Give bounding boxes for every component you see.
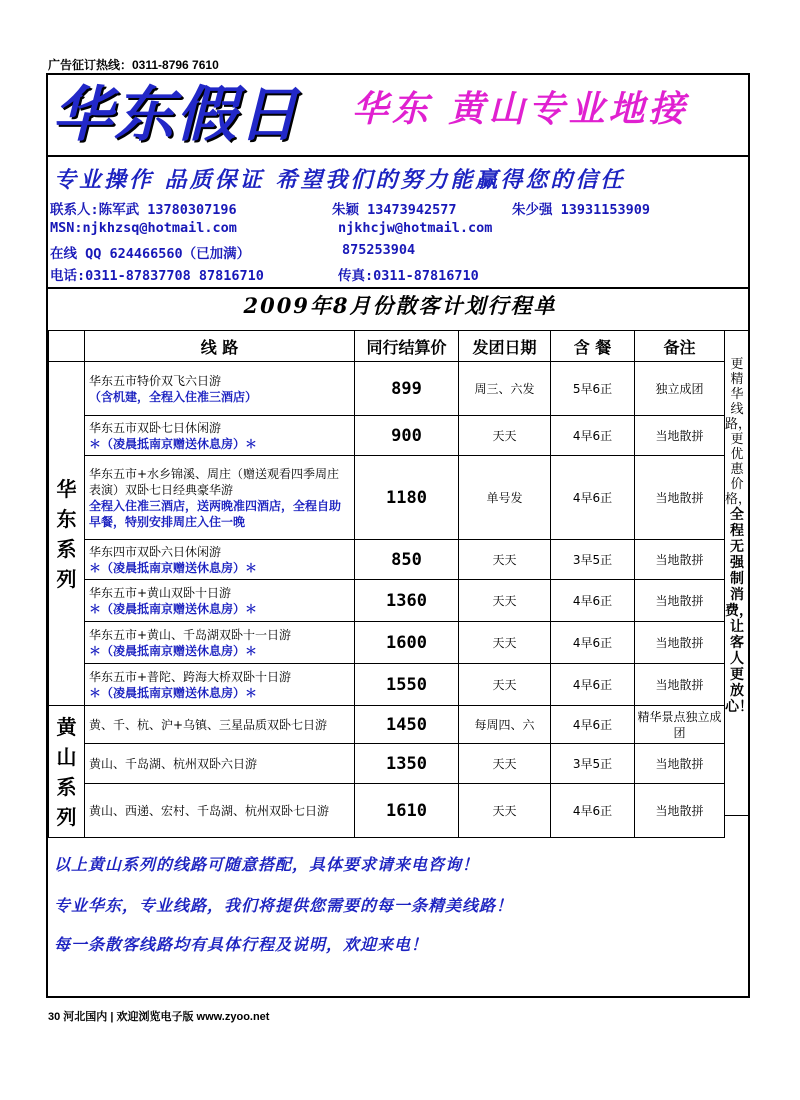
- route-date: 天天: [459, 416, 551, 456]
- route-name: 华东四市双卧六日休闲游: [89, 544, 222, 559]
- ad-hotline: 广告征订热线：0311-8796 7610: [48, 58, 219, 72]
- brand-slogan: 华东 黄山专业地接: [352, 88, 689, 130]
- route-meal: 4早6正: [551, 784, 635, 838]
- route-price: 1550: [355, 664, 459, 706]
- route-name: 华东五市特价双飞六日游: [89, 373, 222, 388]
- route-date: 天天: [459, 580, 551, 622]
- route-cell: [85, 416, 355, 456]
- route-date: 天天: [459, 622, 551, 664]
- route-remark: 当地散拼: [635, 622, 725, 664]
- side-promo-text-2: 全程无强制消费，让客人更放心！: [725, 507, 753, 715]
- contact-zhu-ying: 朱颖 13473942577: [332, 202, 457, 218]
- route-note: ＊（凌晨抵南京赠送休息房）＊: [89, 685, 258, 700]
- route-cell: [85, 540, 355, 580]
- route-remark: 当地散拼: [635, 456, 725, 540]
- route-name: 黄山、西递、宏村、千岛湖、杭州双卧七日游: [89, 803, 330, 818]
- route-price: 1600: [355, 622, 459, 664]
- route-cell: [85, 664, 355, 706]
- phone: 电话:0311-87837708 87816710: [50, 268, 264, 284]
- route-price: 850: [355, 540, 459, 580]
- route-cell: [85, 744, 355, 784]
- header-remark: 备注: [635, 331, 725, 362]
- route-date: 每周四、六: [459, 706, 551, 744]
- route-date: 天天: [459, 664, 551, 706]
- route-remark: 当地散拼: [635, 744, 725, 784]
- route-date: 天天: [459, 744, 551, 784]
- route-meal: 4早6正: [551, 706, 635, 744]
- qq-1: 在线 QQ 624466560（已加满）: [50, 246, 251, 262]
- route-meal: 4早6正: [551, 456, 635, 540]
- table-row: [49, 540, 725, 580]
- route-price: 1360: [355, 580, 459, 622]
- route-cell: [85, 706, 355, 744]
- msn-2: njkhcjw@hotmail.com: [338, 220, 493, 236]
- header-meal: 含 餐: [551, 331, 635, 362]
- route-cell: [85, 456, 355, 540]
- route-meal: 4早6正: [551, 664, 635, 706]
- side-promo-text-1: 更精华线路，更优惠价格，: [725, 357, 752, 507]
- bottom-line-2: 专业华东，专业线路，我们将提供您需要的每一条精美线路！: [54, 896, 514, 915]
- route-name: 华东五市+黄山双卧十日游: [89, 585, 232, 600]
- route-name: 黄山、千岛湖、杭州双卧六日游: [89, 756, 258, 771]
- route-note: 全程入住准三酒店，送两晚准四酒店，全程自助早餐，特别安排周庄入住一晚: [89, 498, 342, 529]
- table-row: [49, 362, 725, 416]
- category-huangshan-label: 黄山系列: [56, 714, 77, 829]
- route-cell: [85, 784, 355, 838]
- route-name: 华东五市+黄山、千岛湖双卧十一日游: [89, 627, 292, 642]
- category-huangshan: [49, 706, 85, 838]
- table-row: [49, 664, 725, 706]
- route-date: 周三、六发: [459, 362, 551, 416]
- route-remark: 独立成团: [635, 362, 725, 416]
- route-remark: 当地散拼: [635, 784, 725, 838]
- routes-table: [48, 330, 725, 838]
- header-price: 同行结算价: [355, 331, 459, 362]
- contact-zhu-shaoqiang: 朱少强 13931153909: [512, 202, 651, 218]
- route-name: 华东五市+普陀、跨海大桥双卧十日游: [89, 669, 292, 684]
- route-meal: 3早5正: [551, 744, 635, 784]
- route-note: （含机建，全程入住准三酒店）: [89, 389, 258, 404]
- table-header-row: [49, 331, 725, 362]
- table-row: [49, 744, 725, 784]
- bottom-line-1: 以上黄山系列的线路可随意搭配，具体要求请来电咨询！: [54, 855, 480, 874]
- bottom-line-3: 每一条散客线路均有具体行程及说明，欢迎来电！: [54, 935, 429, 954]
- route-remark: 当地散拼: [635, 416, 725, 456]
- table-row: [49, 706, 725, 744]
- header-blank: [49, 331, 85, 362]
- route-cell: [85, 580, 355, 622]
- route-note: ＊（凌晨抵南京赠送休息房）＊: [89, 601, 258, 616]
- table-row: [49, 416, 725, 456]
- route-name: 华东五市双卧七日休闲游: [89, 420, 222, 435]
- qq-2: 875253904: [342, 242, 416, 258]
- route-date: 天天: [459, 540, 551, 580]
- side-promo: [724, 330, 753, 816]
- header-date: 发团日期: [459, 331, 551, 362]
- route-price: 900: [355, 416, 459, 456]
- route-remark: 精华景点独立成团: [635, 706, 725, 744]
- route-name: 华东五市+水乡锦溪、周庄（赠送观看四季周庄表演）双卧七日经典豪华游: [89, 466, 340, 497]
- tagline: 专业操作 品质保证 希望我们的努力能赢得您的信任: [54, 167, 626, 193]
- schedule-title: 2009年8月份散客计划行程单: [243, 293, 557, 318]
- route-price: 1450: [355, 706, 459, 744]
- route-meal: 3早5正: [551, 540, 635, 580]
- category-huadong: [49, 362, 85, 706]
- route-remark: 当地散拼: [635, 540, 725, 580]
- info-divider: [48, 287, 748, 289]
- route-meal: 4早6正: [551, 622, 635, 664]
- route-price: 1350: [355, 744, 459, 784]
- route-price: 1180: [355, 456, 459, 540]
- contact-chen: 联系人:陈军武 13780307196: [50, 202, 237, 218]
- table-row: [49, 784, 725, 838]
- table-row: [49, 580, 725, 622]
- route-price: 899: [355, 362, 459, 416]
- route-name: 黄、千、杭、沪+乌镇、三星品质双卧七日游: [89, 717, 328, 732]
- route-remark: 当地散拼: [635, 580, 725, 622]
- route-cell: [85, 622, 355, 664]
- route-meal: 4早6正: [551, 580, 635, 622]
- table-row: [49, 622, 725, 664]
- route-remark: 当地散拼: [635, 664, 725, 706]
- route-cell: [85, 362, 355, 416]
- fax: 传真:0311-87816710: [338, 268, 479, 284]
- page-footer: 30 河北国内 | 欢迎浏览电子版 www.zyoo.net: [48, 1011, 270, 1023]
- route-note: ＊（凌晨抵南京赠送休息房）＊: [89, 643, 258, 658]
- route-meal: 4早6正: [551, 416, 635, 456]
- header-route: 线 路: [85, 331, 355, 362]
- route-price: 1610: [355, 784, 459, 838]
- route-date: 单号发: [459, 456, 551, 540]
- table-row: [49, 456, 725, 540]
- route-date: 天天: [459, 784, 551, 838]
- route-meal: 5早6正: [551, 362, 635, 416]
- route-note: ＊（凌晨抵南京赠送休息房）＊: [89, 560, 258, 575]
- category-huadong-label: 华东系列: [56, 476, 77, 591]
- msn-1: MSN:njkhzsq@hotmail.com: [50, 220, 237, 236]
- route-note: ＊（凌晨抵南京赠送休息房）＊: [89, 436, 258, 451]
- brand-name: 华东假日: [52, 80, 300, 150]
- header-divider: [48, 155, 748, 157]
